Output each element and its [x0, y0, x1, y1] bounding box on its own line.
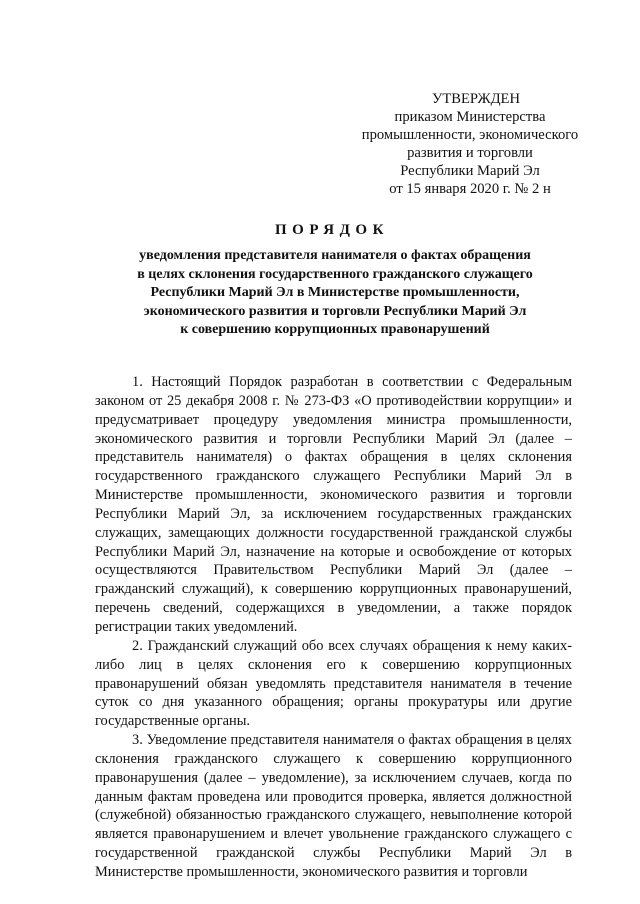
- subtitle-line: Республики Марий Эл в Министерстве промышленности,: [150, 285, 520, 301]
- approval-stamp: [320, 90, 620, 198]
- paragraph-2: 2. Гражданский служащий обо всех случаях обращения к нему каких-либо лиц в целях склонения его к совершению коррупционных правонарушений обязан уведомлять представителя нанимателя в течение суток со дня указанного обращения; органы прокуратуры или другие государственные органы.: [95, 637, 572, 730]
- paragraph-3: 3. Уведомление представителя нанимателя о фактах обращения в целях склонения гражданского служащего к совершению коррупционного правонарушения (далее – уведомление), за исключением случаев, когда по данным фактам проведена или проводится проверка, является должностной (служебной) обязанностью гражданского служащего, невыполнение которой является правонарушением и влечет увольнение гражданского служащего с государственной гражданской службы Республики Марий Эл в Министерстве промышленности, экономического развития и торговли: [95, 732, 572, 880]
- subtitle-line: экономического развития и торговли Республики Марий Эл: [143, 303, 527, 319]
- document-body: [95, 373, 572, 882]
- approval-heading: УТВЕРЖДЕН: [432, 91, 520, 107]
- subtitle-line: в целях склонения государственного гражданского служащего: [137, 266, 533, 282]
- paragraph-1: 1. Настоящий Порядок разработан в соответствии с Федеральным законом от 25 декабря 2008 г. № 273-ФЗ «О противодействии коррупции» и предусматривает процедуру уведомления министра промышленности, экономического развития и торговли Республики Марий Эл (далее – представитель нанимателя) о фактах обращения в целях склонения государственного гражданского служащего Республики Марий Эл в Министерстве промышленности, экономического развития и торговли Республики Марий Эл, за исключением государственных гражданских служащих, замещающих должности государственной гражданской службы Республики Марий Эл, назначение на которые и освобождение от которых осуществляются Правительством Республики Марий Эл (далее – гражданский служащий), к совершению коррупционных правонарушений, перечень сведений, содержащихся в уведомлении, а также порядок регистрации таких уведомлений.: [95, 374, 572, 635]
- document-title: ПОРЯДОК: [275, 222, 389, 238]
- approval-line: развития и торговли: [407, 145, 533, 161]
- subtitle-line: уведомления представителя нанимателя о фактах обращения: [139, 248, 531, 263]
- document-subtitle: [95, 247, 575, 340]
- approval-date: от 15 января 2020 г. № 2 н: [389, 181, 551, 197]
- approval-line: Республики Марий Эл: [400, 163, 540, 179]
- approval-line: приказом Министерства: [394, 109, 546, 125]
- approval-line: промышленности, экономического: [361, 127, 579, 143]
- subtitle-line: к совершению коррупционных правонарушений: [180, 322, 490, 338]
